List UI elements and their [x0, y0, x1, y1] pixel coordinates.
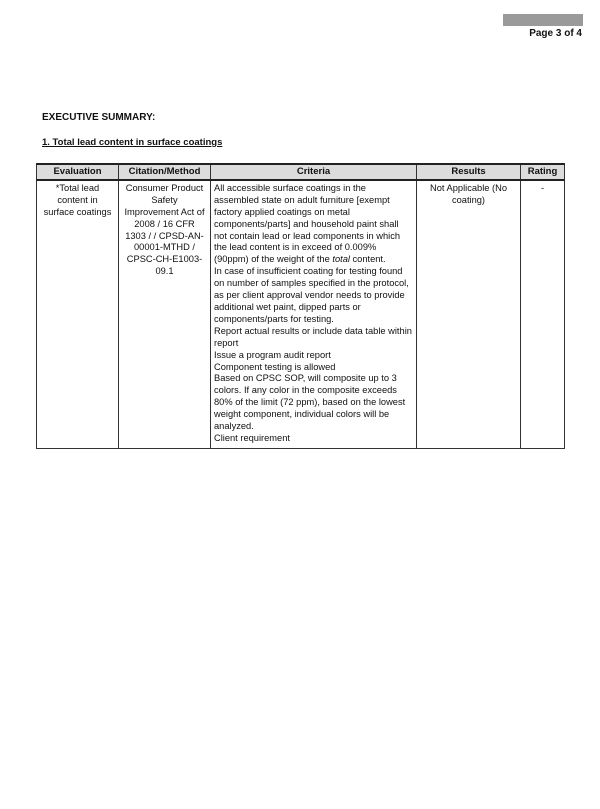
- column-header-criteria: Criteria: [211, 164, 417, 180]
- table-row: [37, 180, 565, 448]
- evaluation-cell: *Total lead content in surface coatings: [37, 180, 119, 448]
- criteria-paragraph-7: Client requirement: [214, 432, 290, 443]
- citation-cell: Consumer Product Safety Improvement Act of 2008 / 16 CFR 1303 / / CPSD-AN-00001-MTHD / CPSC-CH-E1003-09.1: [119, 180, 211, 448]
- column-header-rating: Rating: [521, 164, 565, 180]
- criteria-paragraph-1: All accessible surface coatings in the assembled state on adult furniture [exempt factory applied coatings on metal components/parts] and household paint shall not contain lead or lead components in which the lead content is in exceed of 0.009% (90ppm) of the weight of the total content.: [214, 182, 401, 265]
- page-number: Page 3 of 4: [529, 28, 582, 39]
- column-header-results: Results: [417, 164, 521, 180]
- section-subtitle: 1. Total lead content in surface coatings: [42, 137, 223, 148]
- section-title: EXECUTIVE SUMMARY:: [42, 112, 156, 123]
- criteria-paragraph-6: Based on CPSC SOP, will composite up to 3 colors. If any color in the composite exceeds 80% of the limit (72 ppm), based on the lowest weight component, individual colors will be analyzed.: [214, 373, 406, 432]
- criteria-paragraph-3: Report actual results or include data table within report: [214, 325, 412, 348]
- summary-table: [36, 163, 565, 449]
- criteria-paragraph-5: Component testing is allowed: [214, 361, 336, 372]
- table-header-row: [37, 164, 565, 180]
- column-header-evaluation: Evaluation: [37, 164, 119, 180]
- criteria-paragraph-2: In case of insufficient coating for testing found on number of samples specified in the protocol, as per client approval vendor needs to provide additional wet paint, dipped parts or components/parts for testing.: [214, 266, 409, 324]
- results-cell: Not Applicable (No coating): [417, 180, 521, 448]
- redaction-bar: [503, 14, 583, 26]
- criteria-cell: [211, 180, 417, 448]
- column-header-citation: Citation/Method: [119, 164, 211, 180]
- criteria-paragraph-4: Issue a program audit report: [214, 349, 331, 360]
- rating-cell: -: [521, 180, 565, 448]
